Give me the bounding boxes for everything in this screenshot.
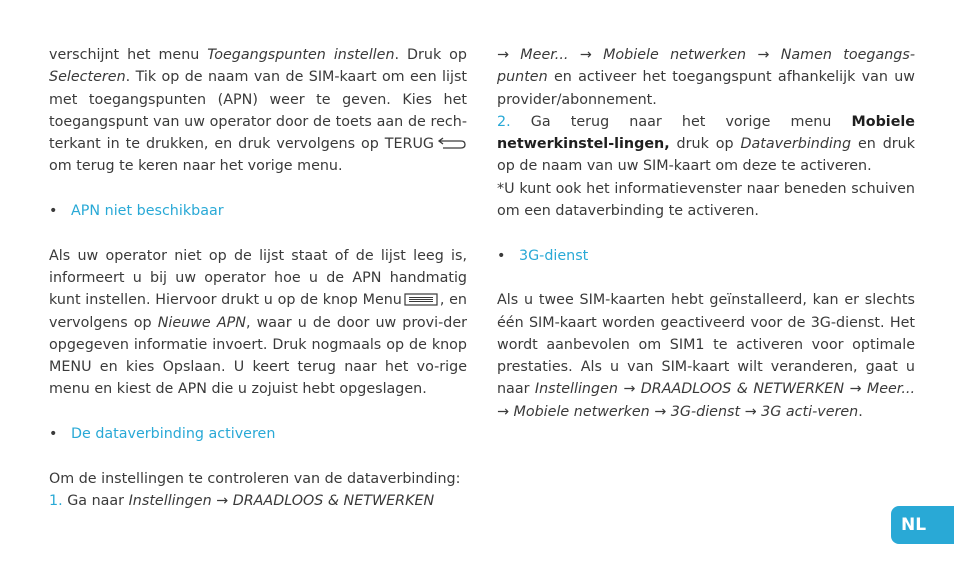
- heading-text: APN niet beschikbaar: [71, 203, 224, 220]
- text: verschijnt het menu: [49, 47, 208, 63]
- language-label: NL: [901, 515, 927, 535]
- bullet: •: [497, 247, 506, 264]
- text: Ga naar: [62, 492, 129, 509]
- step-1: [49, 490, 467, 512]
- paragraph-check-settings: Om de instellingen te controleren van de dataverbinding:: [49, 470, 461, 487]
- left-column: [49, 44, 467, 512]
- text: .: [858, 403, 863, 420]
- heading-text: De dataverbinding activeren: [71, 426, 276, 443]
- menu-path: → Meer... → Mobiele netwerken → Namen toegangs-punten: [497, 47, 915, 86]
- language-tab: [891, 506, 954, 544]
- menu-path: Dataverbinding: [740, 136, 852, 153]
- paragraph-apn-manual: [49, 245, 467, 401]
- section-heading-data: [49, 423, 467, 445]
- menu-path: Toegangspunten instellen: [207, 47, 395, 63]
- menu-path: Instellingen → DRAADLOOS & NETWERKEN: [128, 492, 435, 509]
- text: druk op: [669, 136, 741, 153]
- step-number: 1.: [49, 492, 63, 509]
- note-paragraph: *U kunt ook het informatievenster naar beneden schuiven om een dataverbinding te activeren.: [497, 180, 915, 220]
- text: , en vervolgens op: [49, 292, 467, 331]
- menu-icon: [404, 293, 438, 306]
- menu-name: Mobiele netwerkinstel-lingen,: [497, 113, 915, 153]
- paragraph-3g: [497, 289, 915, 423]
- bullet: •: [49, 426, 58, 443]
- section-heading-apn: [49, 200, 467, 222]
- text: om terug te keren naar het vorige menu.: [49, 158, 343, 175]
- text: . Tik op de naam van de SIM-kaart om een lijst met toegangspunten (APN) weer te geven. Kies het toegangspunt van uw operator door de toets aan de rech-terkant in te drukken, en druk vervolgens op TERUG: [49, 69, 467, 153]
- back-arrow-icon: [437, 137, 467, 149]
- text: en activeer het toegangspunt afhankelijk van uw provider/abonnement.: [497, 69, 915, 108]
- step-2: [497, 111, 915, 178]
- text: Als u twee SIM-kaarten hebt geïnstalleerd, kan er slechts één SIM-kaart worden geactiveerd voor de 3G-dienst. Het wordt aanbevolen om SIM1 te activeren voor optimale prestaties. Als u van SIM-kaart wilt veranderen, gaat u naar: [497, 292, 915, 398]
- text: , waar u de door uw provi-der opgegeven informatie invoert. Druk nogmaals op de knop MENU en kies Opslaan. U keert terug naar het vo-rige menu en kiest de APN die u zojuist hebt opgeslagen.: [49, 314, 468, 398]
- bullet: •: [49, 203, 58, 220]
- text: Als uw operator niet op de lijst staat of de lijst leeg is, informeert u bij uw operator hoe u de APN handmatig kunt instellen. Hiervoor drukt u op de knop Menu: [49, 247, 467, 309]
- text: en druk op de naam van uw SIM-kaart om deze te activeren.: [497, 136, 915, 175]
- menu-path: Nieuwe APN: [157, 314, 246, 331]
- menu-path: Selecteren: [49, 69, 126, 86]
- text: Ga terug naar het vorige menu: [510, 113, 852, 130]
- heading-text: 3G-dienst: [519, 247, 589, 264]
- right-column: [497, 44, 915, 423]
- paragraph-access-points: [49, 44, 467, 178]
- step-number: 2.: [497, 113, 511, 130]
- text: . Druk op: [394, 47, 468, 63]
- step-1-continued: [497, 44, 915, 111]
- menu-path: Instellingen → DRAADLOOS & NETWERKEN → Meer... → Mobiele netwerken → 3G-dienst → 3G acti-veren: [497, 381, 915, 420]
- section-heading-3g: [497, 245, 915, 267]
